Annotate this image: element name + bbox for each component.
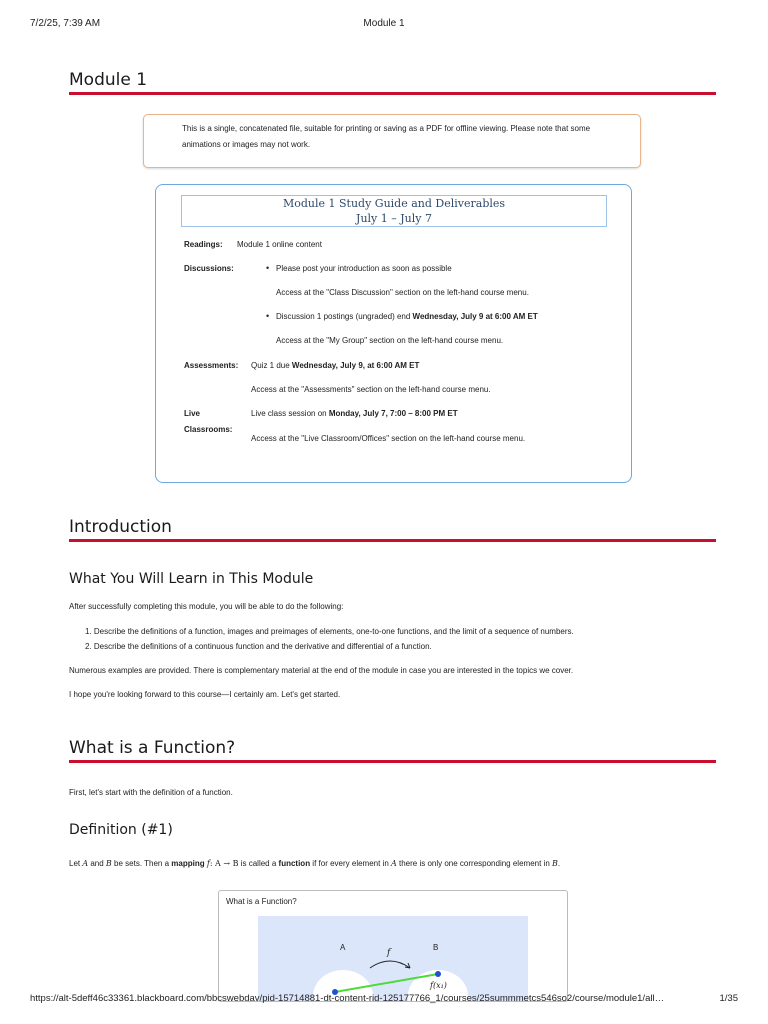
discussion-item-1-access: Access at the "Class Discussion" section on the left-hand course menu.: [276, 288, 529, 297]
math-B: B: [551, 859, 558, 868]
math-B: B: [105, 859, 112, 868]
readings-label: Readings:: [184, 240, 223, 249]
print-header-datetime: 7/2/25, 7:39 AM: [30, 18, 101, 29]
live-session-item: [251, 409, 458, 418]
goal-item: 2. Describe the definitions of a continuous function and the derivative and differential of a function.: [85, 642, 432, 651]
study-guide-box: [155, 184, 632, 483]
print-footer-url: https://alt-5deff46c33361.blackboard.com/bbcswebdav/pid-15714881-dt-content-rid-125177766_1/courses/25summmetcs546so2/course/module1/all…: [30, 993, 665, 1004]
def-mapping: mapping: [171, 859, 205, 868]
study-guide-dates: July 1 – July 7: [356, 212, 432, 225]
function-heading: What is a Function?: [69, 738, 716, 763]
intro-para-1: Numerous examples are provided. There is complementary material at the end of the module in case you are interested in the topics we cover.: [69, 666, 574, 675]
def-text: if for every element in: [310, 859, 391, 868]
print-footer-page: 1/35: [719, 993, 738, 1004]
fx1-label: f(x₁): [430, 981, 447, 990]
bullet-icon: •: [266, 263, 270, 273]
point-fx1: [435, 971, 441, 977]
definition-text: [69, 859, 560, 868]
readings-text: Module 1 online content: [237, 240, 322, 249]
math-f: f: [206, 859, 210, 868]
definition-heading: Definition (#1): [69, 822, 173, 838]
math-map: : A → B: [209, 859, 239, 868]
discussion-item-2: [276, 312, 538, 321]
mapping-f-label: f: [387, 948, 391, 958]
def-text: is called a: [238, 859, 279, 868]
def-text: be sets. Then a: [111, 859, 172, 868]
math-A: A: [391, 859, 397, 868]
set-B-label: B: [433, 943, 439, 952]
introduction-heading: Introduction: [69, 517, 716, 542]
goal-text: Describe the definitions of a function, images and preimages of elements, one-to-one functions, and the limit of a sequence of numbers.: [93, 627, 574, 636]
assessment-item: [251, 361, 419, 370]
notice-line-2: animations or images may not work.: [182, 140, 311, 149]
intro-para-2: I hope you're looking forward to this course—I certainly am. Let's get started.: [69, 690, 341, 699]
def-text: and: [88, 859, 106, 868]
mapping-arrow: [370, 961, 410, 968]
learn-heading: What You Will Learn in This Module: [69, 571, 314, 587]
def-function: function: [278, 859, 311, 868]
function-diagram: [258, 916, 528, 1002]
def-text: there is only one corresponding element in: [396, 859, 552, 868]
discussion-item-2-text: Discussion 1 postings (ungraded) end: [276, 312, 413, 321]
def-text: .: [557, 859, 561, 868]
math-A: A: [82, 859, 89, 868]
discussion-item-2-deadline: Wednesday, July 9 at 6:00 AM ET: [412, 312, 538, 321]
function-intro: First, let's start with the definition of a function.: [69, 788, 233, 797]
live-label-2: Classrooms:: [184, 425, 233, 434]
assessment-access: Access at the "Assessments" section on the left-hand course menu.: [251, 385, 491, 394]
live-label-1: Live: [184, 409, 201, 418]
intro-lead: After successfully completing this module, you will be able to do the following:: [69, 602, 344, 611]
live-session-text: Live class session on: [251, 409, 329, 418]
offline-notice-box: [143, 114, 641, 168]
study-guide-title: [181, 195, 607, 227]
goal-text: Describe the definitions of a continuous function and the derivative and differential of a function.: [93, 642, 432, 651]
discussions-label: Discussions:: [184, 264, 234, 273]
def-text: Let: [69, 859, 83, 868]
module-title: Module 1: [69, 70, 716, 95]
assessments-label: Assessments:: [184, 361, 239, 370]
figure-canvas: [258, 916, 528, 1002]
study-guide-title-line1: Module 1 Study Guide and Deliverables: [282, 197, 506, 210]
bullet-icon: •: [266, 311, 270, 321]
function-figure: [218, 890, 568, 1002]
assessment-text: Quiz 1 due: [251, 361, 292, 370]
discussion-item-2-access: Access at the "My Group" section on the left-hand course menu.: [276, 336, 504, 345]
set-A-label: A: [340, 943, 346, 952]
figure-title: What is a Function?: [226, 897, 297, 906]
live-session-access: Access at the "Live Classroom/Offices" section on the left-hand course menu.: [251, 434, 526, 443]
notice-line-1: This is a single, concatenated file, suitable for printing or saving as a PDF for offline viewing. Please note that some: [182, 124, 591, 133]
discussion-item-1: Please post your introduction as soon as possible: [276, 264, 452, 273]
assessment-deadline: Wednesday, July 9, at 6:00 AM ET: [291, 361, 420, 370]
goal-item: 1. Describe the definitions of a function, images and preimages of elements, one-to-one functions, and the limit of a sequence of numbers.: [85, 627, 574, 636]
print-header-title: Module 1: [363, 18, 405, 29]
live-session-time: Monday, July 7, 7:00 – 8:00 PM ET: [328, 409, 458, 418]
